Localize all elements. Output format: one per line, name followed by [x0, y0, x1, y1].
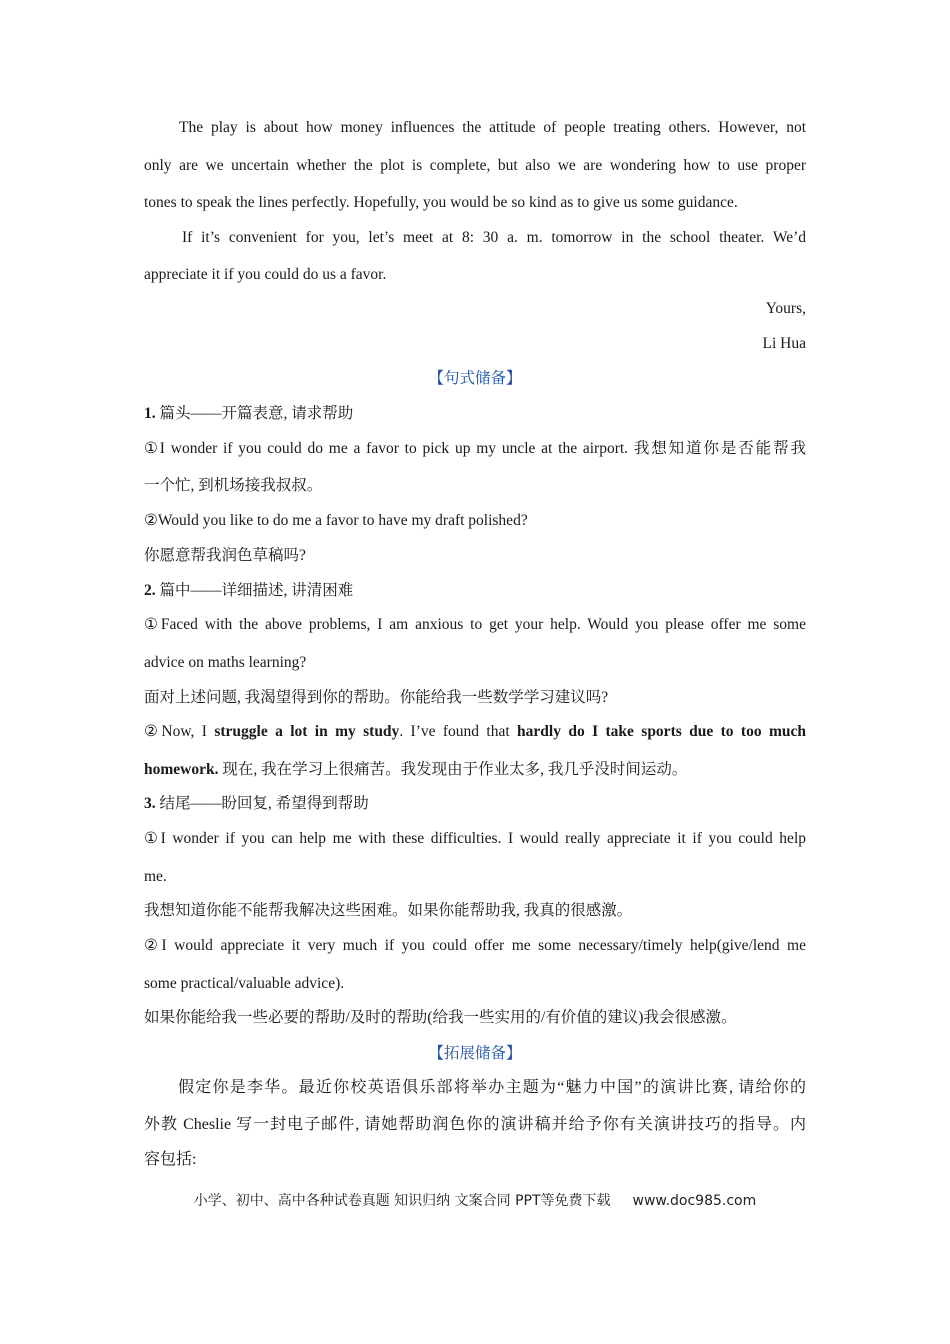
item2-s2-line1 [144, 722, 806, 742]
letter-p2-line1: If it’s convenient for you, let’s meet at 8: 30 a. m. tomorrow in the school theater. We’d [182, 229, 806, 246]
page-footer [0, 1190, 950, 1210]
item2-s2-text-b: . I’ve found that [399, 723, 518, 740]
item2-s2-bold-b: hardly do I take sports due to too much [517, 723, 806, 740]
section-title-sentence-patterns: 【句式储备】 [428, 370, 522, 387]
item3-s2-line2: some practical/valuable advice). [144, 975, 345, 992]
item2-number: 2. [144, 582, 156, 599]
item2-s1-line2: advice on maths learning? [144, 654, 307, 671]
item3-s1-line2: me. [144, 868, 167, 885]
item1-number: 1. [144, 405, 156, 422]
item2-s2-line2 [144, 760, 806, 780]
item1-s2-line1: ②Would you like to do me a favor to have my draft polished? [144, 512, 528, 529]
item2-s2-bold-c: homework. [144, 761, 219, 778]
footer-text: 小学、初中、高中各种试卷真题 知识归纳 文案合同 PPT等免费下载 [193, 1193, 611, 1209]
task-line2: 外教 Cheslie 写一封电子邮件, 请她帮助润色你的演讲稿并给予你有关演讲技巧的指导。内 [144, 1116, 806, 1133]
item1-heading [144, 404, 806, 424]
item1-s1-line2: 一个忙, 到机场接我叔叔。 [144, 477, 323, 494]
item2-s1-line1: ①Faced with the above problems, I am anxious to get your help. Would you please offer me some [144, 616, 806, 633]
item3-s2-line1: ②I would appreciate it very much if you could offer me some necessary/timely help(give/lend me [144, 937, 806, 954]
item1-s2-line2: 你愿意帮我润色草稿吗? [144, 547, 306, 564]
item2-title: 篇中——详细描述, 讲清困难 [155, 582, 354, 599]
item1-title: 篇头——开篇表意, 请求帮助 [155, 405, 354, 422]
item2-heading [144, 581, 806, 601]
item3-title: 结尾——盼回复, 希望得到帮助 [155, 795, 369, 812]
item2-s2-text-c: 现在, 我在学习上很痛苦。我发现由于作业太多, 我几乎没时间运动。 [218, 761, 688, 778]
letter-p2-line2: appreciate it if you could do us a favor. [144, 266, 387, 283]
letter-closing: Yours, [765, 300, 806, 317]
letter-signature: Li Hua [762, 335, 806, 352]
task-line3: 容包括: [144, 1151, 197, 1168]
task-line1: 假定你是李华。最近你校英语俱乐部将举办主题为“魅力中国”的演讲比赛, 请给你的 [178, 1079, 806, 1096]
footer-url: www.doc985.com [632, 1193, 757, 1209]
item3-s2-line3: 如果你能给我一些必要的帮助/及时的帮助(给我一些实用的/有价值的建议)我会很感激。 [144, 1009, 737, 1026]
item3-s1-line3: 我想知道你能不能帮我解决这些困难。如果你能帮助我, 我真的很感激。 [144, 902, 633, 919]
section-title-extension: 【拓展储备】 [428, 1045, 522, 1062]
item3-number: 3. [144, 795, 156, 812]
letter-p1-line1: The play is about how money influences the attitude of people treating others. However, not [179, 119, 806, 136]
item3-heading [144, 794, 806, 814]
item2-s1-line3: 面对上述问题, 我渴望得到你的帮助。你能给我一些数学学习建议吗? [144, 689, 609, 706]
item2-s2-text-a: ②Now, I [144, 723, 215, 740]
item3-s1-line1: ①I wonder if you can help me with these difficulties. I would really appreciate it if you could help [144, 830, 806, 847]
item1-s1-line1: ①I wonder if you could do me a favor to pick up my uncle at the airport. 我想知道你是否能帮我 [144, 440, 806, 457]
letter-p1-line3: tones to speak the lines perfectly. Hopefully, you would be so kind as to give us some guidance. [144, 194, 738, 211]
letter-p1-line2: only are we uncertain whether the plot is complete, but also we are wondering how to use proper [144, 157, 806, 174]
item2-s2-bold-a: struggle a lot in my study [214, 723, 400, 740]
